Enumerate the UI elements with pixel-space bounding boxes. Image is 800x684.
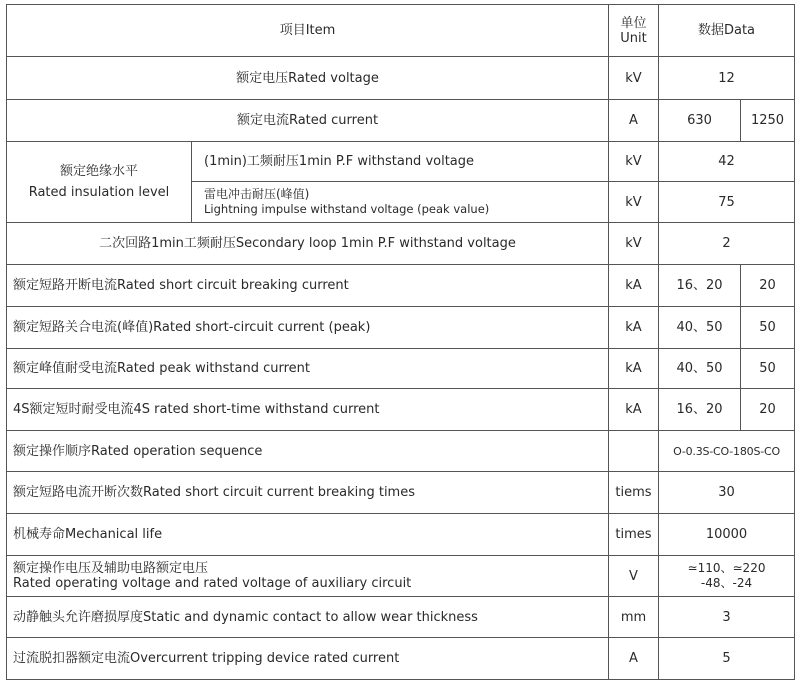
row-value: 5 [659, 638, 795, 680]
row-unit: kA [609, 389, 659, 431]
row-value-dc: -48、-24 [700, 576, 753, 590]
table-row [7, 597, 795, 638]
row-item: 额定短路开断电流Rated short circuit breaking current [7, 265, 609, 307]
table-row [7, 514, 795, 556]
row-unit: kV [609, 142, 659, 182]
row-unit: kV [609, 223, 659, 265]
table-row [7, 349, 795, 389]
row-unit: kA [609, 307, 659, 349]
row-unit: A [609, 100, 659, 142]
insulation-group-cn: 额定绝缘水平 [59, 164, 138, 179]
row-item: 4S额定短时耐受电流4S rated short-time withstand current [7, 389, 609, 431]
row-value: 30 [659, 472, 795, 514]
row-value [659, 556, 795, 597]
row-unit: kV [609, 182, 659, 223]
row-unit [609, 431, 659, 472]
row-value-a: 16、20 [659, 389, 741, 431]
row-unit: mm [609, 597, 659, 638]
row-unit: times [609, 514, 659, 556]
row-item [192, 182, 609, 223]
row-unit: A [609, 638, 659, 680]
row-value: O-0.3S-CO-180S-CO [659, 431, 795, 472]
row-item: 额定峰值耐受电流Rated peak withstand current [7, 349, 609, 389]
row-item-cn: 雷电冲击耐压(峰值) [204, 187, 310, 201]
table-row [7, 223, 795, 265]
header-unit-en: Unit [620, 30, 647, 46]
row-value-b: 20 [741, 265, 795, 307]
row-value-a: 40、50 [659, 349, 741, 389]
header-unit-cn: 单位 [620, 15, 647, 31]
row-item-cn: 额定操作电压及辅助电路额定电压 [13, 561, 209, 576]
row-value: 75 [659, 182, 795, 223]
row-unit: tiems [609, 472, 659, 514]
row-unit: kA [609, 265, 659, 307]
row-item: 额定操作顺序Rated operation sequence [7, 431, 609, 472]
table-row [7, 431, 795, 472]
row-item: 额定短路关合电流(峰值)Rated short-circuit current (peak) [7, 307, 609, 349]
row-item: 机械寿命Mechanical life [7, 514, 609, 556]
row-value-ac: ≃110、≃220 [687, 561, 766, 575]
table-row [7, 638, 795, 680]
row-value: 12 [659, 57, 795, 100]
header-item: 项目Item [7, 5, 609, 57]
row-value-a: 630 [659, 100, 741, 142]
row-item: 过流脱扣器额定电流Overcurrent tripping device rated current [7, 638, 609, 680]
insulation-group [7, 142, 192, 223]
table-row [7, 100, 795, 142]
table-row [7, 472, 795, 514]
row-unit: kA [609, 349, 659, 389]
row-item: 动静触头允许磨损厚度Static and dynamic contact to allow wear thickness [7, 597, 609, 638]
row-value-a: 16、20 [659, 265, 741, 307]
row-value: 10000 [659, 514, 795, 556]
table-row [7, 142, 795, 182]
header-data: 数据Data [659, 5, 795, 57]
table-row [7, 307, 795, 349]
row-value: 3 [659, 597, 795, 638]
header-row [7, 5, 795, 57]
table-row [7, 265, 795, 307]
table-row [7, 389, 795, 431]
row-item: 额定电压Rated voltage [7, 57, 609, 100]
specification-table [6, 4, 795, 680]
row-item [7, 556, 609, 597]
row-item-en: Lightning impulse withstand voltage (peak value) [204, 202, 490, 216]
row-item: (1min)工频耐压1min P.F withstand voltage [192, 142, 609, 182]
header-unit [609, 5, 659, 57]
row-value-b: 50 [741, 307, 795, 349]
row-value-b: 1250 [741, 100, 795, 142]
row-value-b: 50 [741, 349, 795, 389]
row-value-a: 40、50 [659, 307, 741, 349]
row-value: 42 [659, 142, 795, 182]
row-unit: V [609, 556, 659, 597]
row-item-en: Rated operating voltage and rated voltage of auxiliary circuit [13, 576, 412, 591]
table-row [7, 556, 795, 597]
row-unit: kV [609, 57, 659, 100]
row-item: 额定短路电流开断次数Rated short circuit current breaking times [7, 472, 609, 514]
row-item: 额定电流Rated current [7, 100, 609, 142]
row-value-b: 20 [741, 389, 795, 431]
row-item: 二次回路1min工频耐压Secondary loop 1min P.F withstand voltage [7, 223, 609, 265]
insulation-group-en: Rated insulation level [28, 185, 170, 200]
table-row [7, 57, 795, 100]
row-value: 2 [659, 223, 795, 265]
